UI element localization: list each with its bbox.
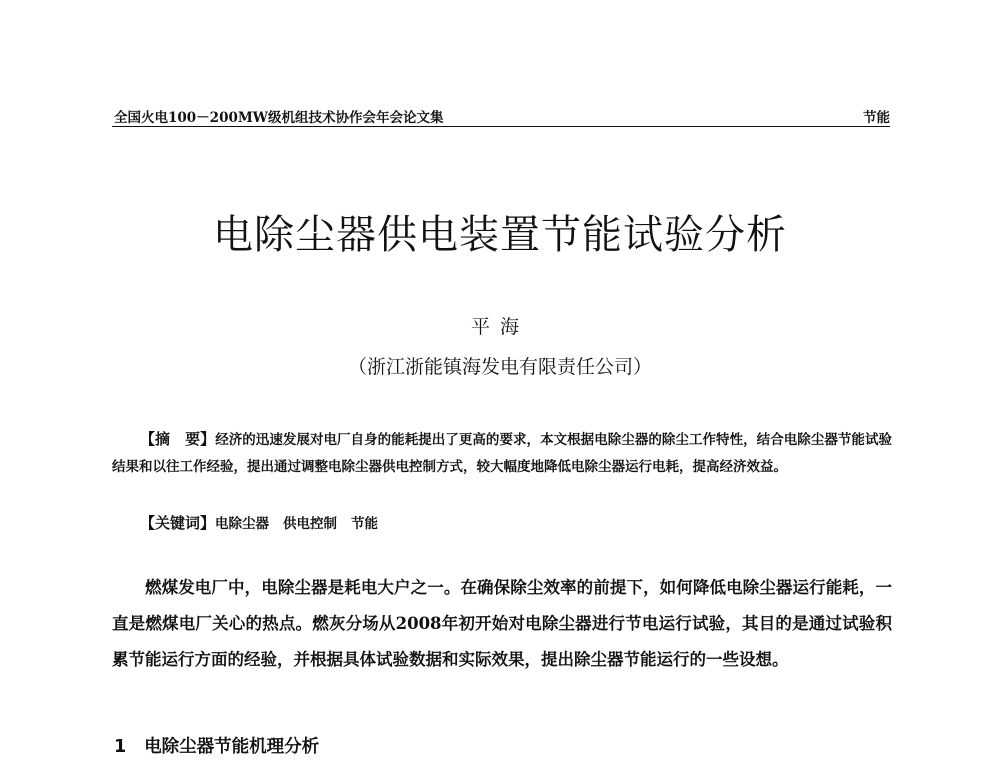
header-proceedings-title: 全国火电100－200MW级机组技术协作会年会论文集 — [114, 110, 444, 126]
section-heading — [114, 733, 319, 758]
author-name: 平海 — [470, 316, 529, 338]
keywords-label: 【关键词】 — [140, 514, 216, 532]
section-number: 1 — [114, 737, 127, 757]
author-affiliation: （浙江浙能镇海发电有限责任公司） — [347, 356, 652, 378]
keyword: 节能 — [351, 516, 379, 532]
keyword: 供电控制 — [283, 516, 338, 532]
abstract — [112, 426, 892, 481]
running-header — [112, 104, 890, 127]
section-title: 电除尘器节能机理分析 — [144, 737, 320, 757]
body-paragraph: 燃煤发电厂中，电除尘器是耗电大户之一。在确保除尘效率的前提下，如何降低电除尘器运行能耗，一直是燃煤电厂关心的热点。燃灰分场从2008年初开始对电除尘器进行节电运行试验，其目的是通过试验积累节能运行方面的经验，并根据具体试验数据和实际效果，提出除尘器节能运行的一些设想。 — [112, 578, 892, 669]
keyword: 电除尘器 — [215, 516, 270, 532]
abstract-label: 【摘 要】 — [140, 430, 216, 448]
header-section-label: 节能 — [863, 110, 890, 126]
paper-title: 电除尘器供电装置节能试验分析 — [213, 212, 787, 258]
abstract-text: 经济的迅速发展对电厂自身的能耗提出了更高的要求，本文根据电除尘器的除尘工作特性，结合电除尘器节能试验结果和以往工作经验，提出通过调整电除尘器供电控制方式，较大幅度地降低电除尘器运行电耗，提高经济效益。 — [112, 432, 892, 475]
keywords — [140, 510, 392, 538]
